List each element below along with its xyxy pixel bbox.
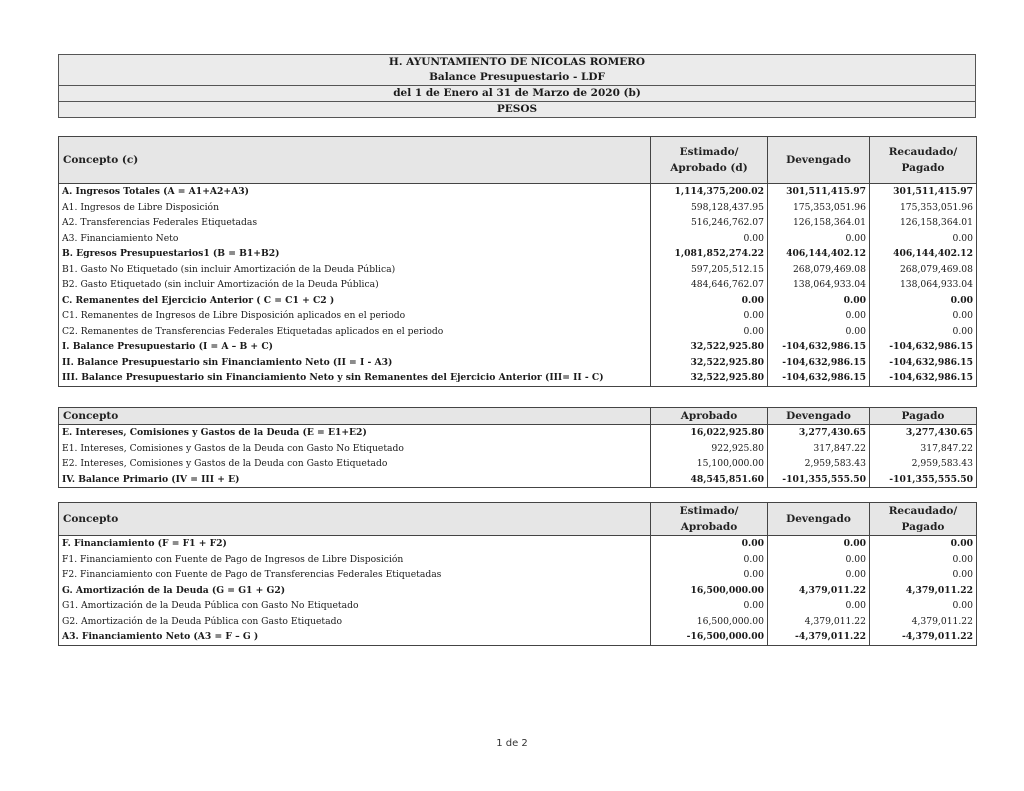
row-accrued-value: 0.00 (768, 231, 870, 247)
row-estimated-value: 0.00 (651, 324, 768, 340)
row-accrued-value: -104,632,986.15 (768, 355, 870, 371)
row-collected-value: 175,353,051.96 (870, 200, 977, 216)
row-collected-value: 126,158,364.01 (870, 215, 977, 231)
row-estimated-value: 16,500,000.00 (651, 583, 768, 599)
row-estimated-value: 16,500,000.00 (651, 614, 768, 630)
row-estimated-value: 516,246,762.07 (651, 215, 768, 231)
row-estimated-value: 15,100,000.00 (651, 456, 768, 472)
col-header-concept: Concepto (c) (59, 137, 651, 184)
table-row (59, 583, 977, 599)
col-header-concept: Concepto (59, 408, 651, 425)
table-row (59, 246, 977, 262)
row-accrued-value: 0.00 (768, 308, 870, 324)
row-estimated-value: 32,522,925.80 (651, 355, 768, 371)
row-accrued-value: 0.00 (768, 293, 870, 309)
row-concept: B2. Gasto Etiquetado (sin incluir Amortización de la Deuda Pública) (59, 277, 651, 293)
row-estimated-value: 598,128,437.95 (651, 200, 768, 216)
table-row (59, 293, 977, 309)
row-accrued-value: 406,144,402.12 (768, 246, 870, 262)
row-collected-value: 0.00 (870, 308, 977, 324)
table-row (59, 370, 977, 386)
row-collected-value: 0.00 (870, 598, 977, 614)
row-estimated-value: 48,545,851.60 (651, 472, 768, 488)
row-concept: A3. Financiamiento Neto (59, 231, 651, 247)
row-concept: III. Balance Presupuestario sin Financiamiento Neto y sin Remanentes del Ejercicio Anterior (III= II - C) (59, 370, 651, 386)
row-concept: E. Intereses, Comisiones y Gastos de la Deuda (E = E1+E2) (59, 425, 651, 441)
row-concept: G1. Amortización de la Deuda Pública con Gasto No Etiquetado (59, 598, 651, 614)
row-concept: I. Balance Presupuestario (I = A – B + C) (59, 339, 651, 355)
col-header-approved: Aprobado (651, 408, 768, 425)
row-accrued-value: 126,158,364.01 (768, 215, 870, 231)
row-concept: A1. Ingresos de Libre Disposición (59, 200, 651, 216)
table-row (59, 262, 977, 278)
table-row (59, 441, 977, 457)
col-header-accrued: Devengado (768, 137, 870, 184)
table-row (59, 200, 977, 216)
table-row (59, 614, 977, 630)
row-concept: A3. Financiamiento Neto (A3 = F – G ) (59, 629, 651, 645)
row-accrued-value: 175,353,051.96 (768, 200, 870, 216)
row-collected-value: 3,277,430.65 (870, 425, 977, 441)
row-concept: G2. Amortización de la Deuda Pública con Gasto Etiquetado (59, 614, 651, 630)
row-collected-value: -104,632,986.15 (870, 355, 977, 371)
row-collected-value: 138,064,933.04 (870, 277, 977, 293)
row-collected-value: -104,632,986.15 (870, 339, 977, 355)
row-estimated-value: -16,500,000.00 (651, 629, 768, 645)
row-accrued-value: 0.00 (768, 567, 870, 583)
row-collected-value: -101,355,555.50 (870, 472, 977, 488)
table-row (59, 339, 977, 355)
table-row (59, 277, 977, 293)
table-row (59, 184, 977, 200)
row-concept: C1. Remanentes de Ingresos de Libre Disposición aplicados en el periodo (59, 308, 651, 324)
row-estimated-value: 0.00 (651, 536, 768, 552)
table-row (59, 536, 977, 552)
page-number: 1 de 2 (496, 738, 528, 749)
report-currency: PESOS (58, 102, 976, 118)
row-estimated-value: 0.00 (651, 231, 768, 247)
row-estimated-value: 1,114,375,200.02 (651, 184, 768, 200)
row-accrued-value: 0.00 (768, 552, 870, 568)
col-header-collected: Recaudado/ Pagado (870, 137, 977, 184)
row-collected-value: 301,511,415.97 (870, 184, 977, 200)
row-estimated-value: 32,522,925.80 (651, 339, 768, 355)
entity-name: H. AYUNTAMIENTO DE NICOLAS ROMERO (58, 54, 976, 71)
col-header-collected: Recaudado/ Pagado (870, 503, 977, 536)
col-header-accrued: Devengado (768, 408, 870, 425)
col-header-accrued: Devengado (768, 503, 870, 536)
table-row (59, 231, 977, 247)
row-accrued-value: 0.00 (768, 324, 870, 340)
row-estimated-value: 0.00 (651, 552, 768, 568)
report-period: del 1 de Enero al 31 de Marzo de 2020 (b) (58, 86, 976, 102)
row-accrued-value: 0.00 (768, 598, 870, 614)
debt-interest-table (58, 407, 977, 488)
col-header-estimated: Estimado/ Aprobado (651, 503, 768, 536)
row-accrued-value: -4,379,011.22 (768, 629, 870, 645)
row-collected-value: 0.00 (870, 536, 977, 552)
row-accrued-value: -101,355,555.50 (768, 472, 870, 488)
col-header-estimated: Estimado/ Aprobado (d) (651, 137, 768, 184)
table-row (59, 567, 977, 583)
row-concept: E2. Intereses, Comisiones y Gastos de la Deuda con Gasto Etiquetado (59, 456, 651, 472)
row-concept: B. Egresos Presupuestarios1 (B = B1+B2) (59, 246, 651, 262)
row-collected-value: 0.00 (870, 324, 977, 340)
row-accrued-value: 138,064,933.04 (768, 277, 870, 293)
row-accrued-value: 301,511,415.97 (768, 184, 870, 200)
row-estimated-value: 0.00 (651, 293, 768, 309)
row-collected-value: 0.00 (870, 231, 977, 247)
row-concept: C. Remanentes del Ejercicio Anterior ( C = C1 + C2 ) (59, 293, 651, 309)
table-row (59, 598, 977, 614)
row-collected-value: 317,847.22 (870, 441, 977, 457)
table-row (59, 425, 977, 441)
row-estimated-value: 0.00 (651, 308, 768, 324)
row-collected-value: 0.00 (870, 293, 977, 309)
row-collected-value: -4,379,011.22 (870, 629, 977, 645)
table-row (59, 552, 977, 568)
row-accrued-value: 268,079,469.08 (768, 262, 870, 278)
row-estimated-value: 484,646,762.07 (651, 277, 768, 293)
table-row (59, 456, 977, 472)
row-accrued-value: -104,632,986.15 (768, 339, 870, 355)
financing-table (58, 502, 977, 646)
table-row (59, 308, 977, 324)
table-row (59, 472, 977, 488)
report-title: Balance Presupuestario - LDF (58, 70, 976, 86)
table-row (59, 629, 977, 645)
row-collected-value: -104,632,986.15 (870, 370, 977, 386)
row-accrued-value: 3,277,430.65 (768, 425, 870, 441)
row-estimated-value: 16,022,925.80 (651, 425, 768, 441)
row-concept: B1. Gasto No Etiquetado (sin incluir Amortización de la Deuda Pública) (59, 262, 651, 278)
row-estimated-value: 32,522,925.80 (651, 370, 768, 386)
budget-balance-table (58, 136, 977, 387)
row-collected-value: 0.00 (870, 552, 977, 568)
row-collected-value: 4,379,011.22 (870, 583, 977, 599)
row-collected-value: 0.00 (870, 567, 977, 583)
row-accrued-value: -104,632,986.15 (768, 370, 870, 386)
row-accrued-value: 4,379,011.22 (768, 614, 870, 630)
row-concept: F1. Financiamiento con Fuente de Pago de Ingresos de Libre Disposición (59, 552, 651, 568)
row-accrued-value: 4,379,011.22 (768, 583, 870, 599)
table-row (59, 215, 977, 231)
row-concept: IV. Balance Primario (IV = III + E) (59, 472, 651, 488)
row-estimated-value: 0.00 (651, 598, 768, 614)
row-concept: E1. Intereses, Comisiones y Gastos de la Deuda con Gasto No Etiquetado (59, 441, 651, 457)
row-concept: G. Amortización de la Deuda (G = G1 + G2) (59, 583, 651, 599)
row-concept: A2. Transferencias Federales Etiquetadas (59, 215, 651, 231)
row-concept: II. Balance Presupuestario sin Financiamiento Neto (II = I - A3) (59, 355, 651, 371)
table-row (59, 324, 977, 340)
row-collected-value: 4,379,011.22 (870, 614, 977, 630)
row-concept: F. Financiamiento (F = F1 + F2) (59, 536, 651, 552)
row-concept: F2. Financiamiento con Fuente de Pago de Transferencias Federales Etiquetadas (59, 567, 651, 583)
row-estimated-value: 597,205,512.15 (651, 262, 768, 278)
row-concept: A. Ingresos Totales (A = A1+A2+A3) (59, 184, 651, 200)
row-estimated-value: 1,081,852,274.22 (651, 246, 768, 262)
col-header-concept: Concepto (59, 503, 651, 536)
row-collected-value: 406,144,402.12 (870, 246, 977, 262)
row-estimated-value: 922,925.80 (651, 441, 768, 457)
col-header-paid: Pagado (870, 408, 977, 425)
row-collected-value: 268,079,469.08 (870, 262, 977, 278)
row-accrued-value: 2,959,583.43 (768, 456, 870, 472)
row-collected-value: 2,959,583.43 (870, 456, 977, 472)
table-row (59, 355, 977, 371)
row-accrued-value: 0.00 (768, 536, 870, 552)
row-estimated-value: 0.00 (651, 567, 768, 583)
row-accrued-value: 317,847.22 (768, 441, 870, 457)
row-concept: C2. Remanentes de Transferencias Federales Etiquetadas aplicados en el periodo (59, 324, 651, 340)
